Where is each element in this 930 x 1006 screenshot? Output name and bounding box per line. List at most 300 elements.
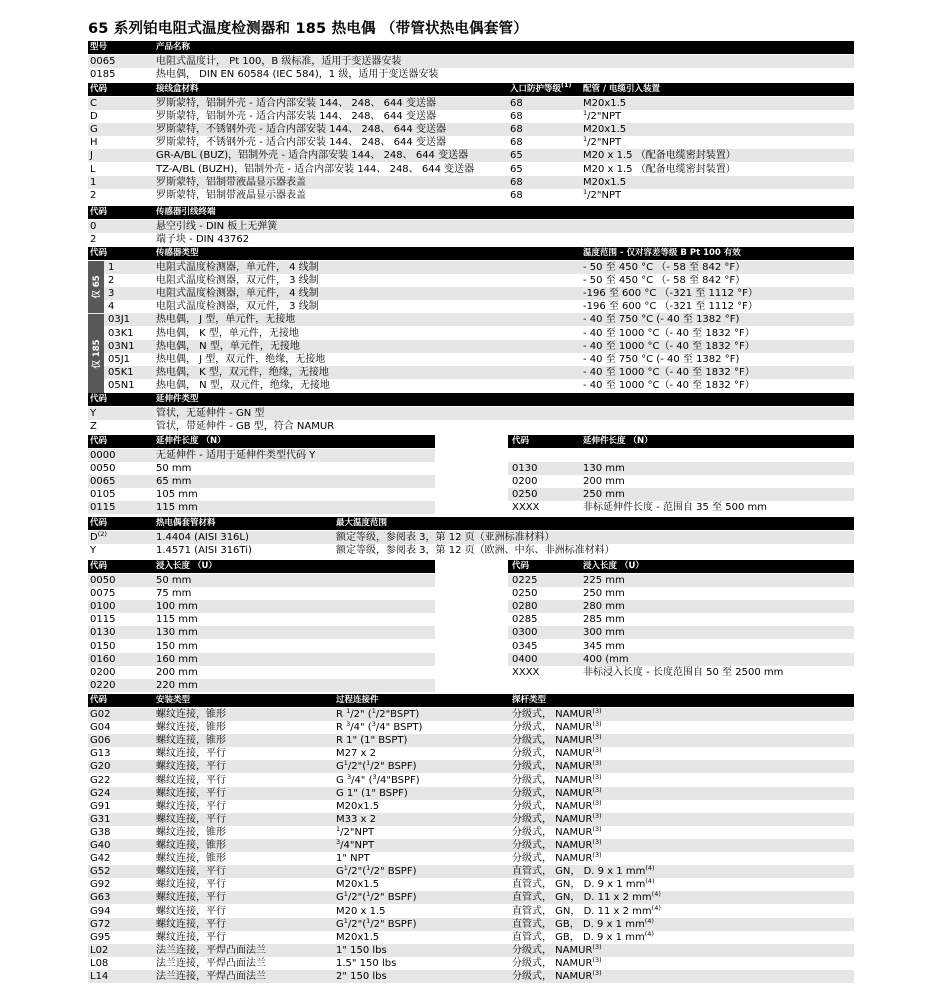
table-row <box>88 640 435 653</box>
group-label-185-label: 仅 185 <box>92 338 102 369</box>
row-cell: R $^3$/4" ($^3$/4" BSPT) <box>336 720 423 734</box>
row-cell: 345 mm <box>583 640 625 652</box>
row-code: Y <box>90 408 97 419</box>
row-cell: $G^1/2"(^1/2$" BSPF) <box>336 759 417 773</box>
row-cell: 法兰连接，平焊凸面法兰 <box>156 971 266 982</box>
table-row <box>88 353 854 366</box>
row-cell: 115 mm <box>156 614 198 626</box>
column-header: 探杆类型 <box>512 695 547 705</box>
table-row <box>88 813 854 826</box>
row-code: 4 <box>108 301 115 313</box>
row-cell: 1.4571 (AISI 316Ti) <box>156 545 252 557</box>
row-cell: M20 x 1.5 （配备电缆密封装置） <box>583 150 736 162</box>
row-cell: 200 mm <box>583 476 625 488</box>
row-cell: 法兰连接，平焊凸面法兰 <box>156 957 266 969</box>
row-code: L <box>90 163 96 175</box>
row-code: 0130 <box>90 627 116 639</box>
row-cell: $^1$/2"NPT <box>583 135 622 149</box>
table-row <box>88 970 854 983</box>
table-header <box>88 393 854 406</box>
row-cell: 分级式， NAMUR$^{(3)}$ <box>512 759 602 773</box>
row-cell: 螺纹连接，锥形 <box>156 722 226 734</box>
row-code: G42 <box>90 853 111 865</box>
row-cell: 无延伸件 - 适用于延伸件类型代码 Y <box>156 450 316 461</box>
column-header: 最大温度范围 <box>336 518 388 528</box>
row-code: 0050 <box>90 575 116 586</box>
column-header: 传感器引线终端 <box>156 207 216 217</box>
table-row <box>88 123 854 136</box>
column-header: 配管 / 电缆引入装置 <box>583 84 661 94</box>
row-code: G22 <box>90 774 111 786</box>
row-cell: 螺纹连接，平行 <box>156 918 226 930</box>
table-row <box>88 462 435 475</box>
row-cell: - 50 至 450 °C （- 58 至 842 °F） <box>583 275 746 287</box>
row-code: 0115 <box>90 502 116 514</box>
row-cell: M27 x 2 <box>336 748 376 760</box>
table-row <box>88 501 435 514</box>
row-code: G95 <box>90 931 111 943</box>
table-header-right <box>508 435 854 448</box>
row-cell: 螺纹连接，平行 <box>156 866 226 878</box>
row-cell: 热电偶， K 型，单元件，无接地 <box>156 327 299 339</box>
row-code: 1 <box>108 262 115 273</box>
row-cell: 悬空引线 - DIN 板上无弹簧 <box>156 221 278 232</box>
row-code: 0 <box>90 221 97 232</box>
row-cell: 直管式， GN， D. 11 x 2 $mm^{(4)}$ <box>512 890 661 904</box>
row-cell: 螺纹连接，平行 <box>156 905 226 917</box>
table-row <box>88 55 854 68</box>
row-cell: 直管式， GB， D. 9 x 1 $mm^{(4)}$ <box>512 929 654 943</box>
row-cell: 螺纹连接，平行 <box>156 813 226 825</box>
row-cell: $G^1/2"(^1/2$" BSPF) <box>336 890 417 904</box>
row-code: G63 <box>90 892 111 904</box>
row-cell: 螺纹连接，平行 <box>156 787 226 799</box>
table-row <box>88 800 854 813</box>
row-code: D <box>90 111 98 123</box>
column-header: 代码 <box>90 518 108 528</box>
row-cell: 105 mm <box>156 489 198 501</box>
row-code: L02 <box>90 944 109 956</box>
row-cell: - 40 至 1000 °C（- 40 至 1832 °F） <box>583 366 755 378</box>
table-row <box>88 760 854 773</box>
group-label-65-label: 仅 65 <box>92 275 102 299</box>
row-cell: 罗斯蒙特，铝制带液晶显示器表盖 <box>156 189 306 201</box>
row-code: 05J1 <box>108 353 131 365</box>
row-cell: M20x1.5 <box>336 800 380 812</box>
table-row <box>508 640 854 653</box>
table-row <box>88 220 854 233</box>
row-cell: 150 mm <box>156 640 198 652</box>
row-cell: $^1$/2"NPT <box>583 187 622 201</box>
table-row <box>88 327 854 340</box>
table-row <box>88 274 854 287</box>
row-cell: -196 至 600 °C （-321 至 1112 °F） <box>583 301 758 313</box>
row-code: 0065 <box>90 56 116 67</box>
row-cell: R 1" (1" BSPT) <box>336 735 408 747</box>
row-cell: 115 mm <box>156 502 198 514</box>
table-row <box>88 366 854 379</box>
row-cell: 130 mm <box>156 627 198 639</box>
row-cell: 直管式， GN， D. 9 x 1 $mm^{(4)}$ <box>512 864 655 878</box>
row-cell: 分级式， NAMUR$^{(3)}$ <box>512 955 602 969</box>
row-code: H <box>90 137 98 149</box>
row-code: 0250 <box>512 489 538 501</box>
row-cell: 螺纹连接，锥形 <box>156 709 226 720</box>
table-row <box>88 340 854 353</box>
table-row <box>88 449 435 462</box>
row-cell: 电阻式温度检测器，双元件， 3 线制 <box>156 301 319 313</box>
row-cell: 65 mm <box>156 476 192 488</box>
row-cell: 68 <box>510 137 523 149</box>
table-row <box>88 957 854 970</box>
table-header <box>88 41 854 54</box>
table-row <box>508 501 854 514</box>
table-header-left <box>88 560 435 573</box>
row-cell: $^3$/4"NPT <box>336 838 375 851</box>
table-header-right <box>508 560 854 573</box>
column-header: 浸入长度 （U） <box>156 561 217 571</box>
table-row <box>88 488 435 501</box>
row-cell: 电阻式温度检测器，双元件， 3 线制 <box>156 275 319 287</box>
table-row <box>88 787 854 800</box>
row-cell: 250 mm <box>583 588 625 600</box>
row-cell: 热电偶， N 型，单元件，无接地 <box>156 340 300 352</box>
row-code: 0065 <box>90 476 116 488</box>
table-row <box>88 176 854 189</box>
row-cell: 电阻式温度检测器，单元件， 4 线制 <box>156 288 319 300</box>
row-code: G92 <box>90 879 111 891</box>
row-code: 0115 <box>90 614 116 626</box>
table-header <box>88 517 854 530</box>
row-cell: 直管式， GN， D. 9 x 1 $mm^{(4)}$ <box>512 877 655 891</box>
table-row <box>88 531 854 544</box>
row-cell: 罗斯蒙特，铝制外壳 - 适合内部安装 144、 248、 644 变送器 <box>156 98 436 109</box>
row-cell: 非标延伸件长度 - 范围自 35 至 500 mm <box>583 502 767 514</box>
row-cell: 罗斯蒙特，铝制外壳 - 适合内部安装 144、 248、 644 变送器 <box>156 111 436 123</box>
row-cell: 75 mm <box>156 588 192 600</box>
row-code: $D^{(2)}$ <box>90 530 107 543</box>
row-cell: 额定等级，参阅表 3，第 12 页（欧洲、中东、非洲标准材料） <box>336 545 615 557</box>
row-code: G38 <box>90 826 111 838</box>
table-row <box>508 475 854 488</box>
row-cell: 220 mm <box>156 679 198 691</box>
row-cell: - 40 至 750 °C (- 40 至 1382 °F) <box>583 353 740 365</box>
row-code: 0075 <box>90 588 116 600</box>
table-row <box>88 653 435 666</box>
row-cell: 2" 150 lbs <box>336 971 387 982</box>
column-header: 热电偶套管材料 <box>156 518 216 528</box>
row-cell: - 50 至 450 °C （- 58 至 842 °F） <box>583 262 746 273</box>
row-cell: 罗斯蒙特，铝制带液晶显示器表盖 <box>156 176 306 188</box>
row-cell: 热电偶， K 型，双元件，绝缘，无接地 <box>156 366 329 378</box>
row-cell: 分级式， NAMUR$^{(3)}$ <box>512 785 602 799</box>
table-row <box>88 918 854 931</box>
table-row <box>88 905 854 918</box>
page-title: 65 系列铂电阻式温度检测器和 185 热电偶 （带管状热电偶套管） <box>88 21 528 37</box>
table-row <box>88 587 435 600</box>
column-header: 代码 <box>90 695 108 705</box>
row-cell: - 40 至 1000 °C（- 40 至 1832 °F） <box>583 340 755 352</box>
row-cell: 分级式， NAMUR$^{(3)}$ <box>512 720 602 734</box>
row-cell: M20x1.5 <box>336 879 380 891</box>
row-code: 0345 <box>512 640 538 652</box>
row-cell: 分级式， NAMUR$^{(3)}$ <box>512 824 602 838</box>
table-header <box>88 247 854 260</box>
row-cell: 热电偶， DIN EN 60584 (IEC 584)，1 级，适用于变送器安装 <box>156 69 439 81</box>
row-cell: 68 <box>510 189 523 201</box>
row-cell: 68 <box>510 98 523 109</box>
table-row <box>88 233 854 246</box>
row-code: 0150 <box>90 640 116 652</box>
row-cell: 分级式， NAMUR$^{(3)}$ <box>512 772 602 786</box>
row-cell: GR-A/BL (BUZ)，铝制外壳 - 适合内部安装 144、 248、 644 变送器 <box>156 150 469 162</box>
row-cell: 分级式， NAMUR$^{(3)}$ <box>512 811 602 825</box>
table-row <box>88 852 854 865</box>
row-cell: 螺纹连接，平行 <box>156 774 226 786</box>
row-cell: M20x1.5 <box>583 176 627 188</box>
row-code: G02 <box>90 709 111 720</box>
column-header: 代码 <box>90 394 108 404</box>
column-header: 安装类型 <box>156 695 191 705</box>
row-code: G13 <box>90 748 111 760</box>
row-cell: 300 mm <box>583 627 625 639</box>
row-cell: 管状，无延伸件 - GN 型 <box>156 408 265 419</box>
row-code: 0000 <box>90 450 116 461</box>
row-code: Z <box>90 421 97 433</box>
row-code: C <box>90 98 97 109</box>
row-cell: 直管式， GN， D. 11 x 2 $mm^{(4)}$ <box>512 903 661 917</box>
table-row <box>88 475 435 488</box>
table-row <box>508 462 854 475</box>
table-row <box>88 826 854 839</box>
row-cell: TZ-A/BL (BUZH)，铝制外壳 - 适合内部安装 144、 248、 644 变送器 <box>156 163 475 175</box>
row-code: 2 <box>90 189 97 201</box>
group-label-65 <box>88 261 104 313</box>
row-code: Y <box>90 545 97 557</box>
table-row <box>88 420 854 433</box>
row-cell: 分级式， NAMUR$^{(3)}$ <box>512 798 602 812</box>
row-cell: - 40 至 750 °C (- 40 至 1382 °F) <box>583 314 740 326</box>
row-cell: -196 至 600 °C （-321 至 1112 °F） <box>583 288 758 300</box>
row-cell: 螺纹连接，平行 <box>156 879 226 891</box>
row-code: G20 <box>90 761 111 773</box>
row-code: 1 <box>90 176 97 188</box>
row-cell: 分级式， NAMUR$^{(3)}$ <box>512 733 602 747</box>
row-cell: - 40 至 1000 °C（- 40 至 1832 °F） <box>583 379 755 391</box>
column-header: 代码 <box>90 248 108 258</box>
row-cell: 分级式， NAMUR$^{(3)}$ <box>512 707 602 720</box>
row-code: 0285 <box>512 614 538 626</box>
row-cell: 热电偶， N 型，双元件，绝缘，无接地 <box>156 379 330 391</box>
row-cell: 65 <box>510 163 523 175</box>
row-cell: 螺纹连接，平行 <box>156 892 226 904</box>
row-code: G72 <box>90 918 111 930</box>
table-row <box>88 600 435 613</box>
table-row <box>88 544 854 557</box>
row-cell: 285 mm <box>583 614 625 626</box>
row-cell: 1.4404 (AISI 316L) <box>156 532 249 543</box>
row-cell: 分级式， NAMUR$^{(3)}$ <box>512 838 602 851</box>
row-code: 05N1 <box>108 379 135 391</box>
column-header: 产品名称 <box>156 42 191 52</box>
table-row <box>88 734 854 747</box>
table-row <box>88 774 854 787</box>
row-code: G94 <box>90 905 111 917</box>
row-cell: 65 <box>510 150 523 162</box>
table-row <box>508 653 854 666</box>
row-cell: 螺纹连接，平行 <box>156 761 226 773</box>
group-label-185 <box>88 314 104 393</box>
row-cell: 螺纹连接，锥形 <box>156 853 226 865</box>
row-code: 0300 <box>512 627 538 639</box>
column-header: 传感器类型 <box>156 248 199 258</box>
row-code: G06 <box>90 735 111 747</box>
row-cell: 法兰连接，平焊凸面法兰 <box>156 944 266 956</box>
row-cell: M33 x 2 <box>336 813 376 825</box>
row-code: 0250 <box>512 588 538 600</box>
row-cell: 分级式， NAMUR$^{(3)}$ <box>512 851 602 865</box>
row-code: 03N1 <box>108 340 135 352</box>
row-cell: 额定等级，参阅表 3，第 12 页（亚洲标准材料） <box>336 532 555 543</box>
row-cell: 1.5" 150 lbs <box>336 957 397 969</box>
table-row <box>88 747 854 760</box>
row-cell: 螺纹连接，锥形 <box>156 735 226 747</box>
row-code: 0185 <box>90 69 116 81</box>
table-row <box>508 587 854 600</box>
column-header: 代码 <box>90 436 108 446</box>
row-cell: 非标浸入长度 - 长度范围自 50 至 2500 mm <box>583 666 784 678</box>
table-row <box>508 626 854 639</box>
table-row <box>508 574 854 587</box>
column-header: 代码 <box>90 207 108 217</box>
row-code: 0100 <box>90 601 116 613</box>
row-code: 0220 <box>90 679 116 691</box>
row-cell: 280 mm <box>583 601 625 613</box>
row-cell: 分级式， NAMUR$^{(3)}$ <box>512 969 602 982</box>
row-cell: 热电偶， J 型，单元件，无接地 <box>156 314 296 326</box>
table-row <box>88 163 854 176</box>
row-cell: 400 (mm <box>583 653 629 665</box>
table-row <box>88 300 854 313</box>
table-row <box>508 613 854 626</box>
row-cell: 电阻式温度检测器，单元件， 4 线制 <box>156 262 319 273</box>
table-header-left <box>88 435 435 448</box>
row-code: 0160 <box>90 653 116 665</box>
row-cell: 直管式， GB， D. 9 x 1 $mm^{(4)}$ <box>512 916 654 930</box>
table-row <box>88 68 854 81</box>
table-row <box>88 149 854 162</box>
row-cell: 1" 150 lbs <box>336 944 387 956</box>
row-cell: M20 x 1.5 （配备电缆密封装置） <box>583 163 736 175</box>
table-header <box>88 83 854 96</box>
row-code: 0050 <box>90 463 116 475</box>
row-cell: R $^1$/2" ($^1$/2"BSPT) <box>336 707 420 720</box>
table-row <box>508 600 854 613</box>
row-code: XXXX <box>512 502 540 514</box>
row-code: 2 <box>90 234 97 246</box>
table-row <box>88 313 854 326</box>
row-cell: 68 <box>510 111 523 123</box>
row-code: G24 <box>90 787 111 799</box>
table-header <box>88 694 854 707</box>
table-row <box>88 189 854 202</box>
row-cell: 罗斯蒙特，不锈钢外壳 - 适合内部安装 144、 248、 644 变送器 <box>156 137 446 149</box>
row-code: 3 <box>108 288 115 300</box>
table-row <box>88 261 854 274</box>
table-row <box>88 110 854 123</box>
table-row <box>88 708 854 721</box>
column-header: 代码 <box>90 561 108 571</box>
column-header: 浸入长度 （U） <box>583 561 644 571</box>
column-header: 型号 <box>90 42 108 52</box>
row-cell: $G^1/2"(^1/2$" BSPF) <box>336 864 417 878</box>
row-cell: 50 mm <box>156 463 192 475</box>
row-cell: M20 x 1.5 <box>336 905 386 917</box>
row-cell: 100 mm <box>156 601 198 613</box>
table-row <box>88 865 854 878</box>
row-cell: 螺纹连接，平行 <box>156 800 226 812</box>
row-cell: 68 <box>510 176 523 188</box>
row-cell: $^1$/2"NPT <box>336 824 375 838</box>
row-cell: 螺纹连接，平行 <box>156 748 226 760</box>
row-code: 0200 <box>512 476 538 488</box>
row-code: J <box>90 150 93 162</box>
table-row <box>88 136 854 149</box>
row-code: 03K1 <box>108 327 134 339</box>
column-header: 代码 <box>512 561 530 571</box>
row-cell: 250 mm <box>583 489 625 501</box>
row-code: XXXX <box>512 666 540 678</box>
row-cell: 1" NPT <box>336 853 370 865</box>
row-code: G52 <box>90 866 111 878</box>
table-row <box>508 666 854 679</box>
column-header: 入口防护等级$^{(1)}$ <box>510 83 572 94</box>
row-cell: 分级式， NAMUR$^{(3)}$ <box>512 746 602 760</box>
row-cell: G $^3$/4" ($^3$/4"BSPF) <box>336 772 420 786</box>
row-code: 0225 <box>512 575 538 586</box>
table-row <box>88 721 854 734</box>
row-cell: 螺纹连接，锥形 <box>156 826 226 838</box>
table-row <box>88 97 854 110</box>
row-cell: $^1$/2"NPT <box>583 109 622 123</box>
row-code: 0280 <box>512 601 538 613</box>
row-cell: - 40 至 1000 °C（- 40 至 1832 °F） <box>583 327 755 339</box>
row-code: 0130 <box>512 463 538 475</box>
row-code: 2 <box>108 275 115 287</box>
row-cell: 分级式， NAMUR$^{(3)}$ <box>512 942 602 956</box>
table-row <box>88 626 435 639</box>
row-cell: 68 <box>510 124 523 136</box>
table-row <box>88 839 854 852</box>
column-header: 温度范围 - 仅对容差等级 B Pt 100 有效 <box>583 248 741 258</box>
table-header <box>88 206 854 219</box>
column-header: 延伸件类型 <box>156 394 199 404</box>
row-cell: M20x1.5 <box>336 931 380 943</box>
row-code: G04 <box>90 722 111 734</box>
table-row <box>88 679 435 692</box>
table-row <box>88 407 854 420</box>
column-header: 延伸件长度 （N） <box>583 436 653 446</box>
row-cell: 管状，带延伸件 - GB 型，符合 NAMUR <box>156 421 335 433</box>
row-cell: M20x1.5 <box>583 124 627 136</box>
row-cell: 螺纹连接，平行 <box>156 931 226 943</box>
row-cell: G 1" (1" BSPF) <box>336 787 408 799</box>
table-row <box>508 488 854 501</box>
row-code: 03J1 <box>108 314 131 326</box>
table-row <box>88 379 854 392</box>
column-header: 代码 <box>512 436 530 446</box>
row-code: 0105 <box>90 489 116 501</box>
